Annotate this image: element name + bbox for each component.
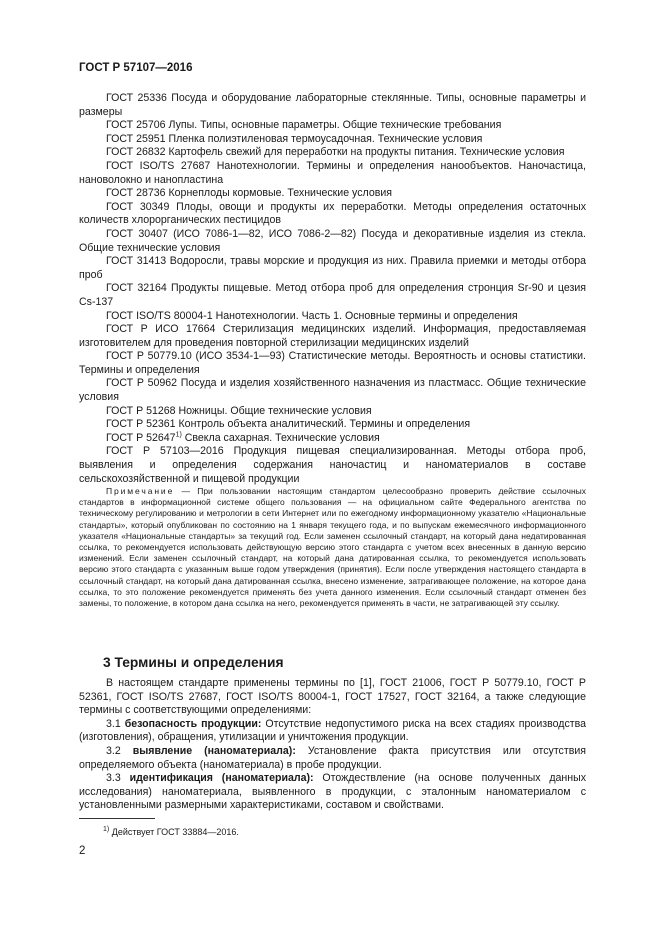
reference-item: ГОСТ Р 50779.10 (ИСО 3534-1—93) Статистические методы. Вероятность и основы статистики. Термины и определения [79,350,586,376]
footnote [103,827,239,837]
reference-item: ГОСТ 25706 Лупы. Типы, основные параметры. Общие технические требования [106,119,502,132]
term-name: выявление (наноматериала): [132,744,296,757]
reference-item: ГОСТ Р 57103—2016 Продукция пищевая специализированная. Методы отбора проб, выявления и определения содержания наночастиц и наноматериалов в составе сельскохозяйственной и пищевой продукции [79,445,586,485]
reference-item: ГОСТ ISO/TS 27687 Нанотехнологии. Термины и определения нанообъектов. Наночастица, нановолокно и нанопластина [79,159,586,186]
footnote-text: Действует ГОСТ 33884—2016. [109,827,239,837]
term-entry [79,772,586,813]
reference-title: Свекла сахарная. Технические условия [181,431,380,444]
reference-item: ГОСТ 26832 Картофель свежий для переработки на продукты питания. Технические условия [106,146,565,159]
reference-item: ГОСТ Р 50962 Посуда и изделия хозяйственного назначения из пластмасс. Общие технические условия [79,377,586,404]
reference-item: ГОСТ Р 51268 Ножницы. Общие технические условия [106,404,372,417]
reference-item: ГОСТ 32164 Продукты пищевые. Метод отбора проб для определения стронция Sr-90 и цезия Cs-137 [79,282,586,308]
term-definition: Установление факта присутствия или отсутствия определяемого объекта (наноматериала) в пробе продукции. [79,744,586,771]
reference-item [79,432,586,446]
reference-item: ГОСТ ISO/TS 80004-1 Нанотехнологии. Часть 1. Основные термины и определения [106,309,518,322]
reference-item: ГОСТ 31413 Водоросли, травы морские и продукция из них. Правила приемки и методы отбора проб [79,255,586,281]
footnote-mark: 1) [175,431,182,439]
term-definition: Отсутствие недопустимого риска на всех стадиях производства (изготовления), обращения, утилизации и уничтожения продукции. [79,717,586,744]
section-intro: В настоящем стандарте применены термины по [1], ГОСТ 21006, ГОСТ Р 50779.10, ГОСТ Р 52361, ГОСТ ISO/TS 27687, ГОСТ ISO/TS 80004-1, ГОСТ 17527, ГОСТ 32164, а также следующие термины с соответствующими определениями: [79,677,586,717]
section-body [79,677,586,813]
normative-references-list [79,92,586,486]
reference-item: ГОСТ 30407 (ИСО 7086-1—82, ИСО 7086-2—82) Посуда и декоративные изделия из стекла. Общие технические условия [79,227,586,254]
document-header: ГОСТ Р 57107—2016 [79,62,193,74]
reference-item: ГОСТ 28736 Корнеплоды кормовые. Технические условия [106,187,393,200]
term-name: безопасность продукции: [124,717,262,730]
term-name: идентификация (наноматериала): [129,772,314,785]
note-block [79,486,586,609]
term-number: 3.2 [106,744,121,757]
note-text: — При пользовании настоящим стандартом целесообразно проверить действие ссылочных стандартов в информационной системе общего пользования — на официальном сайте Федерального агентства по техническому регулированию и метрологии в сети Интернет или по ежегодному информационному указателю «Национальные стандарты», который опубликован по состоянию на 1 января текущего года, и по выпускам ежемесячного информационного указателя «Национальные стандарты» за текущий год. Если заменен ссылочный стандарт, на который дана недатированная ссылка, то рекомендуется использовать действующую версию этого стандарта с учетом всех внесенных в данную версию изменений. Если заменен ссылочный стандарт, на который дана датированная ссылка, то рекомендуется использовать версию этого стандарта с указанным выше годом утверждения (принятия). Если после утверждения настоящего стандарта в ссылочный стандарт, на который дана датированная ссылка, внесено изменение, затрагивающее положение, на которое дана ссылка, то это положение рекомендуется применять без учета данного изменения. Если ссылочный стандарт отменен без замены, то положение, в котором дана ссылка на него, рекомендуется применять в части, не затрагивающей эту ссылку. [79,486,586,609]
term-entry [79,718,586,745]
term-entry [79,745,586,772]
term-number: 3.3 [106,772,121,785]
note-label: Примечание [106,486,175,496]
page-number: 2 [79,845,86,857]
term-definition: Отождествление (на основе полученных данных исследования) наноматериала, выявленного в продукции, с эталонным наноматериалом с установленными размерными характеристиками, составом и свойствами. [79,772,586,812]
reference-item: ГОСТ 25951 Пленка полиэтиленовая термоусадочная. Технические условия [106,132,483,145]
footnote-divider [79,818,155,819]
reference-item: ГОСТ Р 52361 Контроль объекта аналитический. Термины и определения [106,418,471,431]
reference-item: ГОСТ 25336 Посуда и оборудование лабораторные стеклянные. Типы, основные параметры и размеры [79,92,586,118]
term-number: 3.1 [106,717,121,730]
footnote-mark: 1) [103,826,110,833]
section-title: 3 Термины и определения [103,655,284,670]
reference-code: ГОСТ Р 52647 [106,431,176,444]
reference-item: ГОСТ Р ИСО 17664 Стерилизация медицинских изделий. Информация, предоставляемая изготовителем для проведения повторной стерилизации медицинских изделий [79,323,586,349]
reference-item: ГОСТ 30349 Плоды, овощи и продукты их переработки. Методы определения остаточных количеств хлорорганических пестицидов [79,200,586,227]
